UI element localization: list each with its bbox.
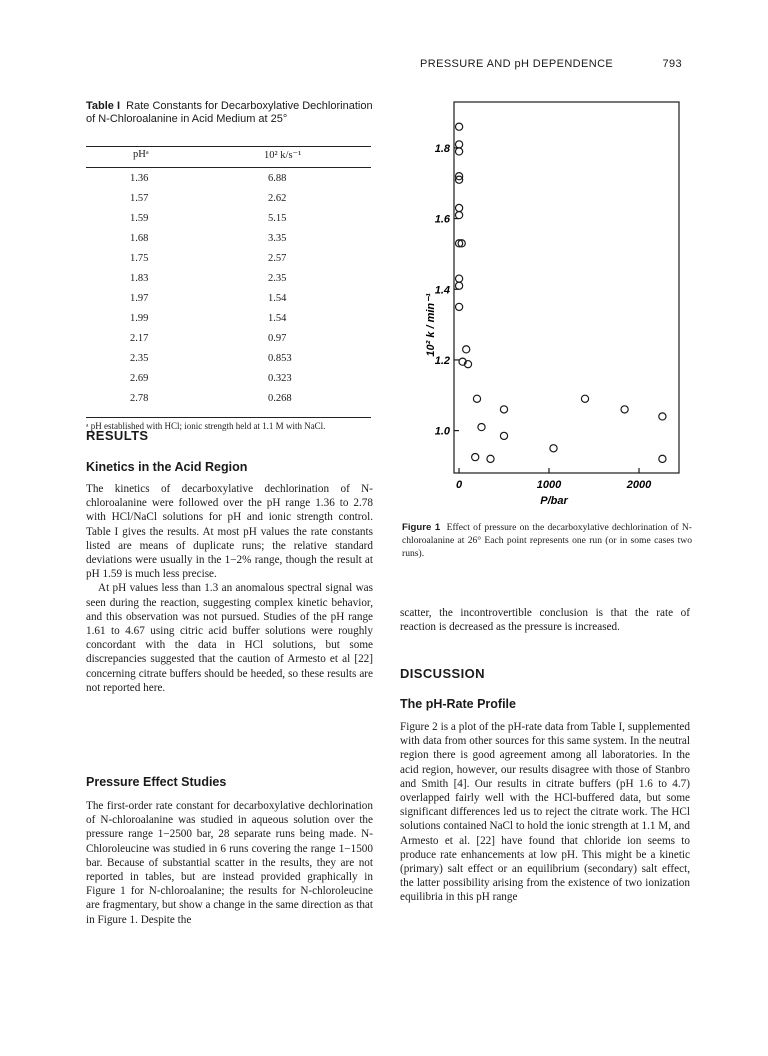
kinetics-paragraph-1: The kinetics of decarboxylative dechlorination of N-chloroalanine were followed over the pH range 1.36 to 2.78 with HCl/NaCl solutions for pH and ionic strength control. Table I gives the results. At most pH values the rate constants listed are means of duplicate runs; the relative standard deviations were usually in the 1−2% range, though the result at pH 1.59 is much less precise. xyxy=(86,483,373,581)
y-tick-label: 1.0 xyxy=(434,425,450,438)
table-header-rule xyxy=(86,167,371,168)
data-point xyxy=(463,346,470,353)
data-point xyxy=(621,406,628,413)
table-cell-k: 5.15 xyxy=(268,213,287,224)
data-point xyxy=(550,445,557,452)
table-cell-k: 0.97 xyxy=(268,333,287,344)
pressure-scatter-plot xyxy=(420,95,682,515)
pressure-heading: Pressure Effect Studies xyxy=(86,775,227,789)
x-tick-label: 1000 xyxy=(536,479,562,491)
table-cell-ph: 1.68 xyxy=(130,233,149,244)
table-cell-ph: 2.78 xyxy=(130,393,149,404)
right-continuation-paragraph: scatter, the incontrovertible conclusion is that the rate of reaction is decreased as the pressure is increased. xyxy=(400,607,690,634)
table-caption-text: Rate Constants for Decarboxylative Dechlorination of N-Chloroalanine in Acid Medium at 25° xyxy=(86,100,373,125)
x-tick-label: 2000 xyxy=(626,479,652,491)
y-tick-label: 1.8 xyxy=(434,142,450,155)
kinetics-section xyxy=(86,482,373,695)
figure-caption-text: Effect of pressure on the decarboxylative dechlorination of N-chloroalanine at 26° Each point represents one run (or in some cases two runs). xyxy=(402,522,692,559)
table-cell-k: 1.54 xyxy=(268,313,287,324)
rate-constant-table xyxy=(86,146,371,418)
running-head-title: PRESSURE AND pH DEPENDENCE xyxy=(420,58,614,70)
data-point xyxy=(455,275,462,282)
data-point xyxy=(487,455,494,462)
table-cell-ph: 1.75 xyxy=(130,253,149,264)
data-point xyxy=(659,413,666,420)
table-top-rule xyxy=(86,146,371,147)
table-cell-k: 3.35 xyxy=(268,233,287,244)
table-cell-k: 2.35 xyxy=(268,273,287,284)
table-caption xyxy=(86,100,376,126)
data-point xyxy=(455,148,462,155)
table-cell-ph: 2.69 xyxy=(130,373,149,384)
table-cell-k: 2.62 xyxy=(268,193,287,204)
y-tick-label: 1.2 xyxy=(434,354,450,367)
table-cell-ph: 1.36 xyxy=(130,173,149,184)
y-tick-label: 1.6 xyxy=(434,213,450,226)
x-tick-label: 0 xyxy=(455,479,463,491)
ph-rate-paragraph: Figure 2 is a plot of the pH-rate data from Table I, supplemented with data from other sources for this same system. In the neutral region there is good agreement among all laboratories. In the acid region, however, our results disagree with those of Stanbro and Smith [4]. Our results in citrate buffers (pH 1.6 to 4.7) overlapped fairly well with the HCl-buffered data, but some significant differences led us to reject the citrate work. The HCl solutions contained NaCl to hold the ionic strength at 1.1 M, and Armesto et al. [22] have found that chloride ion seems to produce rate enhancements at low pH. This might be a kinetic (primary) salt effect or an equilibrium (secondary) salt effect, the latter possibility arising from the existence of two ionization equilibria in this pH range xyxy=(400,721,690,904)
kinetics-heading: Kinetics in the Acid Region xyxy=(86,460,248,474)
table-cell-ph: 2.17 xyxy=(130,333,149,344)
discussion-heading: DISCUSSION xyxy=(400,666,485,681)
data-point xyxy=(455,303,462,310)
data-point xyxy=(581,395,588,402)
x-axis-label: P/bar xyxy=(540,495,568,507)
table-cell-k: 0.323 xyxy=(268,373,292,384)
table-cell-ph: 1.57 xyxy=(130,193,149,204)
y-tick-label: 1.4 xyxy=(434,284,450,297)
table-cell-ph: 1.59 xyxy=(130,213,149,224)
table-cell-k: 0.268 xyxy=(268,393,292,404)
page-number: 793 xyxy=(662,58,682,70)
table-cell-ph: 1.97 xyxy=(130,293,149,304)
table-cell-k: 6.88 xyxy=(268,173,287,184)
data-point xyxy=(500,406,507,413)
table-cell-k: 2.57 xyxy=(268,253,287,264)
data-point xyxy=(478,423,485,430)
table-cell-ph: 1.99 xyxy=(130,313,149,324)
data-point xyxy=(455,282,462,289)
data-point xyxy=(455,204,462,211)
kinetics-paragraph-2: At pH values less than 1.3 an anomalous spectral signal was seen during the reaction, suggesting complex kinetic behavior, and this observation was not pursued. Studies of the pH range 1.61 to 4.67 using citric acid buffer solutions were roughly concordant with the data in HCl solutions, but some discrepancies suggested that the caution of Armesto et al [22] concerning citrate buffers should be heeded, so these results are not reported here. xyxy=(86,582,373,694)
data-point xyxy=(472,454,479,461)
table-footnote: ᵃ pH established with HCl; ionic strength held at 1.1 M with NaCl. xyxy=(86,421,326,431)
data-point xyxy=(455,123,462,130)
table-cell-k: 0.853 xyxy=(268,353,292,364)
data-point xyxy=(473,395,480,402)
table-cell-ph: 2.35 xyxy=(130,353,149,364)
data-point xyxy=(659,455,666,462)
figure-label: Figure 1 xyxy=(402,522,441,533)
y-axis-label: 10² k / min⁻¹ xyxy=(425,293,437,357)
table-bottom-rule xyxy=(86,417,371,418)
data-point xyxy=(455,211,462,218)
results-heading: RESULTS xyxy=(86,428,149,443)
data-point xyxy=(500,432,507,439)
figure-1 xyxy=(420,95,682,515)
figure-caption xyxy=(402,522,692,560)
data-point xyxy=(455,141,462,148)
table-cell-ph: 1.83 xyxy=(130,273,149,284)
col-header-k: 10² k/s⁻¹ xyxy=(264,150,302,161)
table-cell-k: 1.54 xyxy=(268,293,287,304)
ph-rate-heading: The pH-Rate Profile xyxy=(400,697,516,711)
table-label: Table I xyxy=(86,100,121,112)
col-header-ph: pHᵃ xyxy=(133,149,149,160)
plot-frame xyxy=(454,102,679,473)
pressure-paragraph: The first-order rate constant for decarboxylative dechlorination of N-chloroalanine was studied in aqueous solution over the pressure range 1−2500 bar, 28 separate runs being made. N-Chloroleucine was studied in 6 runs covering the range 1−1500 bar. Because of substantial scatter in the results, they are not reported in tables, but are instead provided graphically in Figure 1 for N-chloroalanine; the results for N-chloroleucine are fragmentary, but show a change in the same direction as that in Figure 1. Despite the xyxy=(86,800,373,926)
